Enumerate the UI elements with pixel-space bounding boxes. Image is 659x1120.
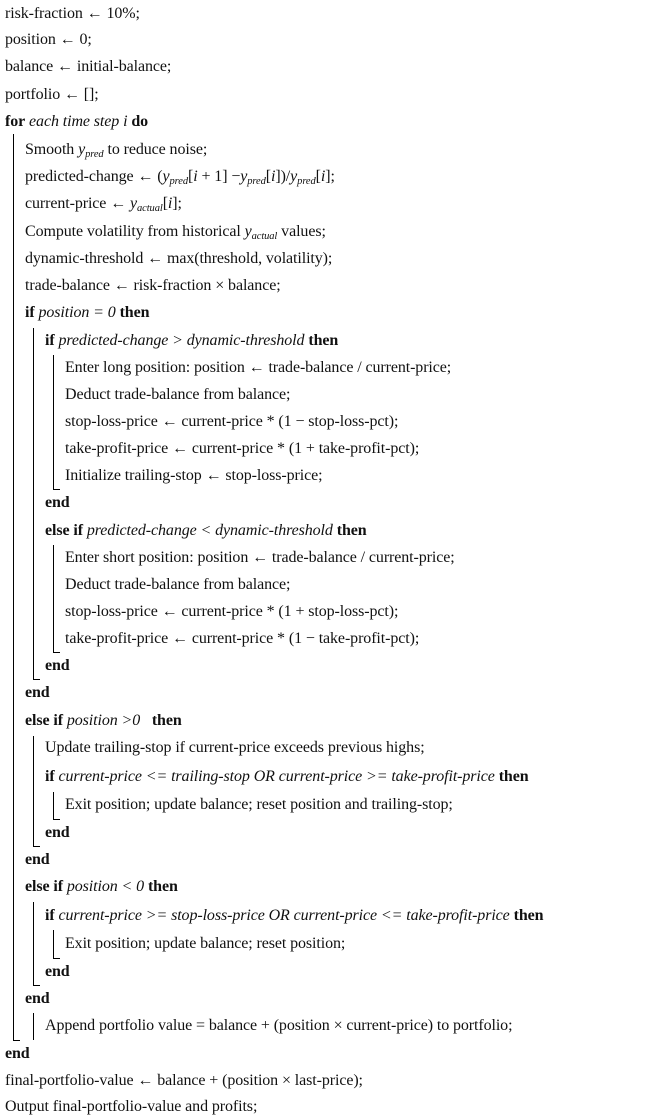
line-end-long-signal: end: [45, 494, 70, 511]
line-for-loop: [5, 108, 148, 135]
line-volatility: Compute volatility from historical yactual values;: [25, 223, 326, 242]
scope-bar-long-signal: [53, 355, 54, 490]
line-init-portfolio: portfolio ← [];: [5, 86, 99, 103]
scope-bar-if-flat: [33, 328, 34, 680]
line-current-price: current-price ← yactual[i];: [25, 195, 182, 214]
line-long-5: Initialize trailing-stop ← stop-loss-price;: [65, 467, 323, 484]
line-dynamic-threshold: dynamic-threshold ← max(threshold, volatility);: [25, 250, 333, 267]
line-end-short-exit: end: [45, 963, 70, 980]
line-short-2: Deduct trade-balance from balance;: [65, 576, 291, 593]
line-if-short-exit: if current-price >= stop-loss-price OR current-price <= take-profit-price then: [45, 907, 544, 924]
line-if-long-exit: if current-price <= trailing-stop OR current-price >= take-profit-price then: [45, 768, 529, 785]
line-short-1: Enter short position: position ← trade-balance / current-price;: [65, 549, 455, 566]
line-final-value: final-portfolio-value ← balance + (position × last-price);: [5, 1072, 363, 1089]
line-long-3: stop-loss-price ← current-price * (1 − stop-loss-pct);: [65, 413, 399, 430]
scope-bar-else-short: [33, 902, 34, 986]
line-end-short-signal: end: [45, 657, 70, 674]
scope-bar-else-long: [33, 736, 34, 847]
line-end-long-exit: end: [45, 824, 70, 841]
line-init-position: position ← 0;: [5, 31, 92, 48]
line-short-4: take-profit-price ← current-price * (1 − take-profit-pct);: [65, 630, 420, 647]
line-end-if-flat: end: [25, 684, 50, 701]
loop-range: each time step: [29, 113, 120, 130]
line-long-1: Enter long position: position ← trade-balance / current-price;: [65, 359, 452, 376]
line-else-if-short-signal: else if predicted-change < dynamic-threshold then: [45, 522, 367, 539]
line-short-3: stop-loss-price ← current-price * (1 + stop-loss-pct);: [65, 603, 399, 620]
keyword-do: do: [131, 113, 149, 130]
scope-bar-short-signal: [53, 545, 54, 653]
line-end-else-long: end: [25, 851, 50, 868]
scope-bar-short-exit: [53, 930, 54, 959]
line-end-else-short: end: [25, 990, 50, 1007]
line-update-trailing: Update trailing-stop if current-price exceeds previous highs;: [45, 739, 425, 756]
line-if-long-signal: if predicted-change > dynamic-threshold then: [45, 332, 339, 349]
line-long-2: Deduct trade-balance from balance;: [65, 386, 291, 403]
line-long-4: take-profit-price ← current-price * (1 + take-profit-pct);: [65, 440, 420, 457]
line-output: Output final-portfolio-value and profits;: [5, 1098, 258, 1115]
line-init-balance: balance ← initial-balance;: [5, 58, 172, 75]
scope-bar-long-exit: [53, 792, 54, 820]
keyword-for: for: [5, 113, 26, 130]
scope-bar-for: [13, 134, 14, 1041]
line-long-exit: Exit position; update balance; reset position and trailing-stop;: [65, 796, 453, 813]
line-end-for: end: [5, 1045, 30, 1062]
line-append: Append portfolio value = balance + (position × current-price) to portfolio;: [45, 1017, 513, 1034]
line-else-if-short: else if position < 0 then: [25, 878, 178, 895]
line-init-risk: risk-fraction ← 10%;: [5, 5, 140, 22]
line-trade-balance: trade-balance ← risk-fraction × balance;: [25, 277, 281, 294]
line-else-if-long: else if position >0 then: [25, 712, 182, 729]
line-smooth: Smooth ypred to reduce noise;: [25, 141, 208, 160]
line-if-flat: if position = 0 then: [25, 304, 150, 321]
line-short-exit: Exit position; update balance; reset position;: [65, 935, 346, 952]
scope-bar-append: [33, 1013, 34, 1040]
line-predicted-change: predicted-change ← (ypred[i + 1] −ypred[i])/ypred[i];: [25, 168, 335, 187]
loop-var: i: [123, 113, 128, 130]
